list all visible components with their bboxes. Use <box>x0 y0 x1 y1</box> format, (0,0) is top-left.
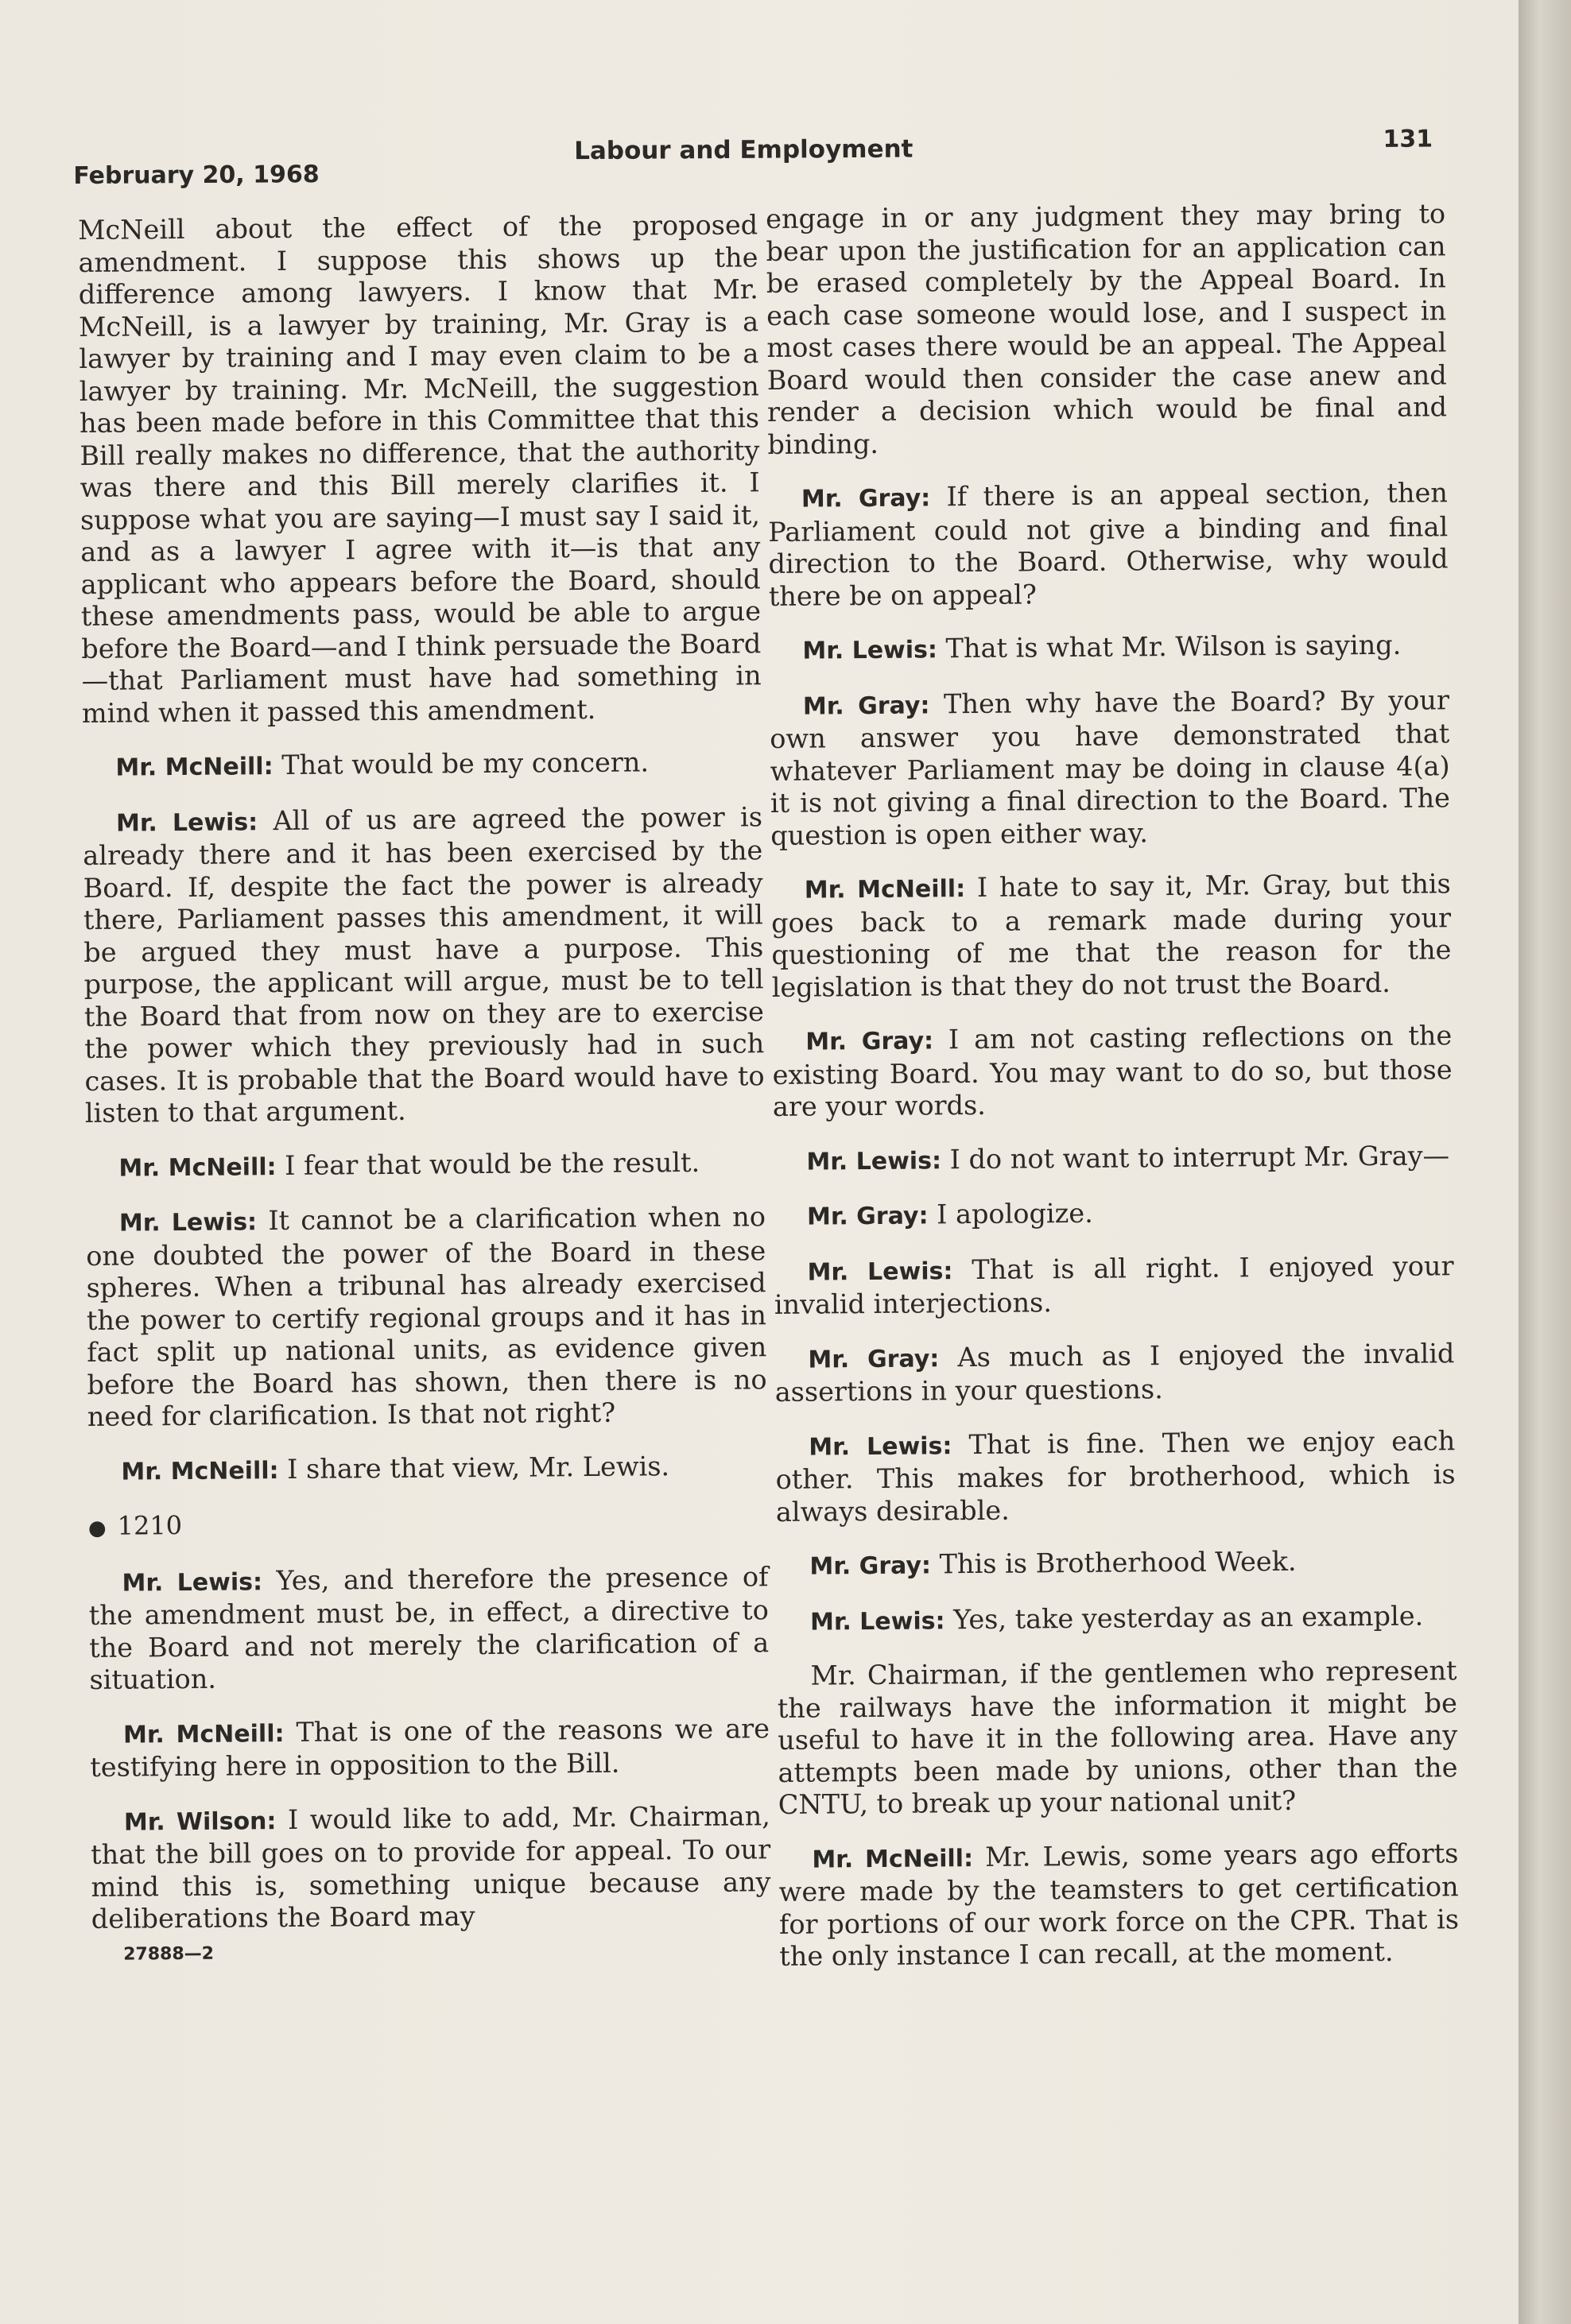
running-header <box>73 125 1433 190</box>
speaker-name: Mr. Lewis: <box>807 1257 953 1287</box>
paragraph <box>87 1450 767 1489</box>
speaker-name: Mr. Lewis: <box>802 636 938 665</box>
bullet-icon: ● <box>87 1516 107 1540</box>
speaker-name: Mr. Gray: <box>802 691 930 721</box>
speaker-name: Mr. Gray: <box>808 1344 940 1374</box>
paragraph-text: engage in or any judgment they may bring to bear upon the justification for an application can be erased completely by the Appeal Board. In each case someone would lose, and I suspect in most cases there would be an appeal. The Appeal Board would then consider the case anew and render a decision which would be final and binding. <box>766 198 1448 460</box>
page-number: 131 <box>1383 125 1433 153</box>
paragraph-text: It cannot be a clarification when no one doubted the power of the Board in these spheres. When a tribunal has already exercised the power to certify regional groups and it has in fact split up national units, as evidence given before the Board has shown, then there is no need for clarification. Is that not right? <box>86 1201 767 1432</box>
right-column <box>766 198 1460 1994</box>
paragraph-text: I fear that would be the result. <box>276 1146 700 1181</box>
paragraph-text: All of us are agreed the power is already there and it has been exercised by the Board. If, despite the fact the power is already there, Parliament passes this amendment, it will be argued they must have a purpose. This purpose, the applicant will argue, must be to tell the Board that from now on they are to exercise the power which they previously had in such cases. It is probable that the Board would have to listen to that argument. <box>83 800 765 1129</box>
paragraph-text: Mr. Lewis, some years ago efforts were made by the teamsters to get certification for portions of our work force on the CPR. That is the only instance I can recall, at the moment. <box>778 1837 1460 1972</box>
paragraph-text: I share that view, Mr. Lewis. <box>278 1450 670 1485</box>
speaker-name: Mr. Lewis: <box>809 1431 952 1462</box>
paragraph <box>777 1600 1457 1639</box>
paragraph-text: Yes, take yesterday as an example. <box>945 1600 1424 1635</box>
paragraph-text: If there is an appeal section, then Parliament could not give a binding and final direction to the Board. Otherwise, why would there be on appeal? <box>768 477 1449 612</box>
speaker-name: Mr. Gray: <box>801 484 931 513</box>
paragraph <box>774 1195 1453 1234</box>
paragraph <box>91 1800 771 1936</box>
speaker-name: Mr. Lewis: <box>809 1606 945 1636</box>
paragraph-text: This is Brotherhood Week. <box>930 1545 1297 1580</box>
left-column <box>78 209 771 1971</box>
paragraph <box>769 629 1449 668</box>
speaker-name: Mr. Lewis: <box>122 1567 263 1598</box>
paragraph <box>82 746 762 784</box>
paragraph <box>775 1425 1456 1528</box>
paragraph <box>778 1838 1459 1973</box>
paragraph <box>774 1250 1454 1322</box>
printer-signature: 27888—2 <box>123 1943 215 1965</box>
paragraph <box>777 1655 1458 1821</box>
time-marker-text: 1210 <box>117 1510 183 1541</box>
time-marker <box>88 1505 768 1544</box>
speaker-name: Mr. Wilson: <box>123 1807 277 1837</box>
paragraph <box>86 1201 767 1433</box>
paragraph-text: I am not casting reflections on the existing Board. You may want to do so, but those are your words. <box>772 1020 1453 1122</box>
paragraph-text: I do not want to interrupt Mr. Gray— <box>941 1139 1450 1175</box>
paragraph-text: That is all right. I enjoyed your invalid interjections. <box>774 1249 1454 1320</box>
paragraph-text: Mr. Chairman, if the gentlemen who represent the railways have the information it might be useful to have it in the following area. Have any attempts been made by unions, other than the CNTU, to break up your national unit? <box>777 1655 1458 1820</box>
speaker-name: Mr. McNeill: <box>115 753 273 782</box>
header-title: Labour and Employment <box>574 134 914 166</box>
speaker-name: Mr. Gray: <box>806 1202 929 1231</box>
header-date: February 20, 1968 <box>73 161 320 190</box>
paragraph <box>88 1561 769 1697</box>
paragraph <box>773 1140 1453 1179</box>
paragraph-text: That is what Mr. Wilson is saying. <box>937 629 1402 664</box>
paragraph-text: That would be my concern. <box>273 746 650 781</box>
paragraph <box>766 198 1448 461</box>
speaker-name: Mr. McNeill: <box>118 1152 277 1183</box>
paragraph-text: I apologize. <box>928 1197 1093 1230</box>
paragraph-text: I hate to say it, Mr. Gray, but this goes back to a remark made during your questioning of me that the reason for the legislation is that they do not trust the Board. <box>770 868 1452 1003</box>
speaker-name: Mr. Lewis: <box>115 808 258 838</box>
paragraph-text: McNeill about the effect of the proposed amendment. I suppose this shows up the difference among lawyers. I know that Mr. McNeill, is a lawyer by training, Mr. Gray is a lawyer by training and I may even claim to be a lawyer by training. Mr. McNeill, the suggestion has been made before in this Committee that this Bill really makes no difference, that the authority was there and this Bill merely clarifies it. I suppose what you are saying—I must say I said it, and as a lawyer I agree with it—is that any applicant who appears before the Board, should these amendments pass, would be able to argue before the Board—and I think persuade the Board—that Parliament must have had something in mind when it passed this amendment. <box>78 209 762 729</box>
paragraph <box>768 477 1449 613</box>
speaker-name: Mr. McNeill: <box>122 1719 285 1749</box>
speaker-name: Mr. McNeill: <box>121 1456 279 1486</box>
paragraph <box>770 684 1451 852</box>
paragraph <box>772 1020 1453 1123</box>
speaker-name: Mr. McNeill: <box>804 875 966 904</box>
paragraph <box>83 801 765 1130</box>
paragraph-text: That is one of the reasons we are testifying here in opposition to the Bill. <box>90 1712 770 1783</box>
paragraph-text: As much as I enjoyed the invalid assertions in your questions. <box>774 1337 1455 1408</box>
speaker-name: Mr. McNeill: <box>812 1844 974 1874</box>
paragraph-text: I would like to add, Mr. Chairman, that the bill goes on to provide for appeal. To our mind this is, something unique because any deliberations the Board may <box>91 1799 771 1935</box>
speaker-name: Mr. Gray: <box>809 1551 932 1581</box>
paragraph-text: Then why have the Board? By your own answer you have demonstrated that whatever Parliament may be doing in clause 4(a) it is not giving a final direction to the Board. The question is open either way. <box>770 684 1451 851</box>
paragraph <box>774 1338 1455 1409</box>
paragraph-text: Yes, and therefore the presence of the amendment must be, in effect, a directive to the Board and not merely the clarification of a situation. <box>88 1560 770 1695</box>
speaker-name: Mr. Lewis: <box>118 1208 258 1238</box>
paragraph <box>85 1146 765 1185</box>
paragraph <box>776 1544 1456 1583</box>
page-edge <box>1519 0 1571 2324</box>
paragraph <box>771 868 1452 1004</box>
speaker-name: Mr. Lewis: <box>806 1146 942 1176</box>
paragraph <box>78 209 762 730</box>
paragraph <box>90 1713 770 1784</box>
paragraph-text: That is fine. Then we enjoy each other. This makes for brotherhood, which is always desirable. <box>775 1424 1456 1528</box>
speaker-name: Mr. Gray: <box>805 1027 934 1056</box>
